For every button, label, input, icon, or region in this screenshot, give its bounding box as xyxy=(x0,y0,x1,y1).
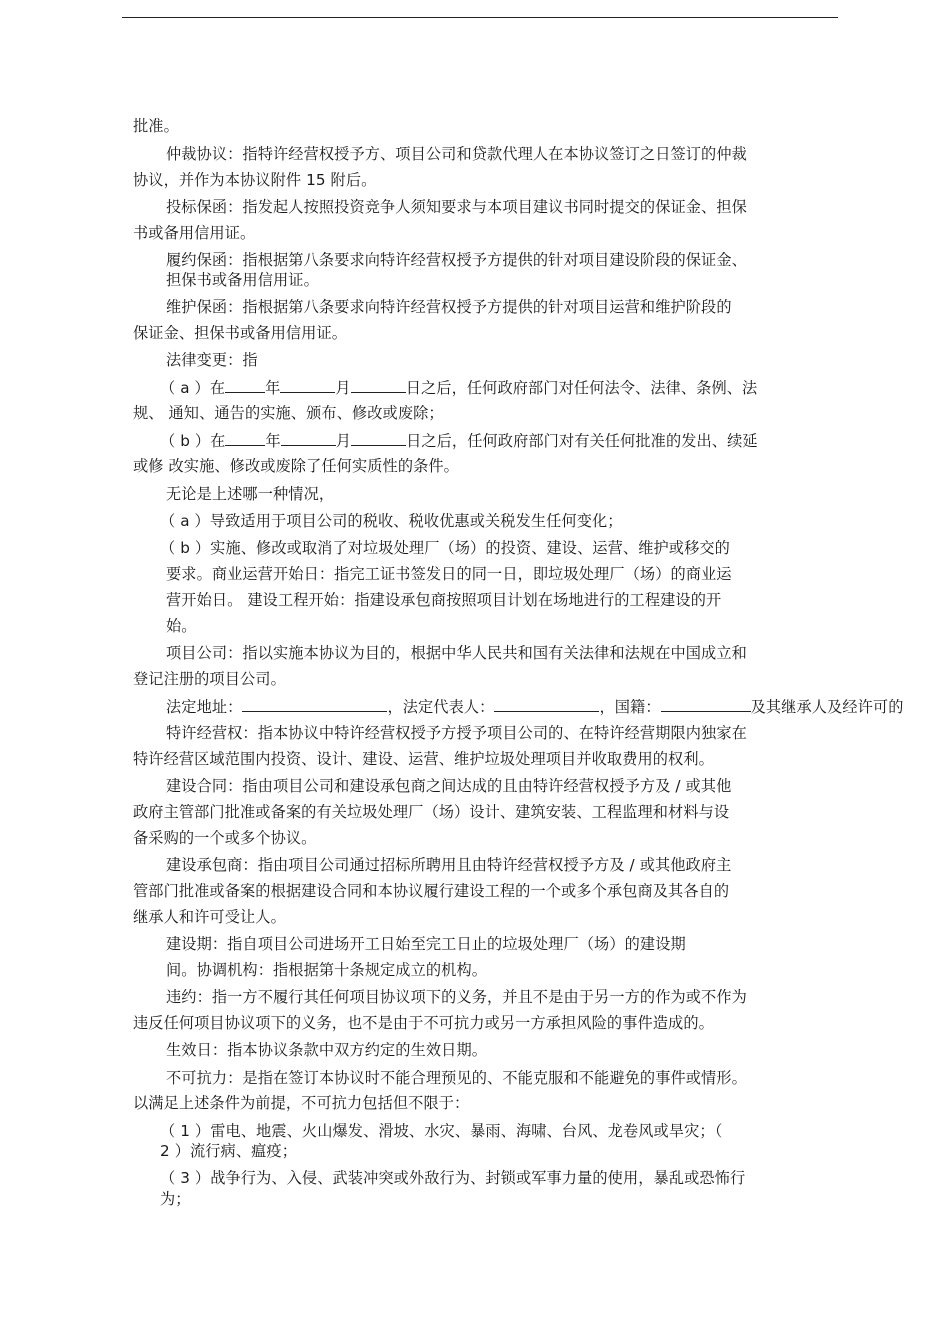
text-line: 营开始日。 建设工程开始：指建设承包商按照项目计划在场地进行的工程建设的开 xyxy=(166,591,722,609)
nationality-label: ，国籍： xyxy=(599,698,661,716)
text-line: 无论是上述哪一种情况， xyxy=(166,485,335,503)
text-line: 仲裁协议：指特许经营权授予方、项目公司和贷款代理人在本协议签订之日签订的仲裁 xyxy=(166,145,747,163)
text-line: 或修 改实施、修改或废除了任何实质性的条件。 xyxy=(133,457,459,475)
text-line: 管部门批准或备案的根据建设合同和本协议履行建设工程的一个或多个承包商及其各自的 xyxy=(133,882,730,900)
text-line: 违反任何项目协议项下的义务，也不是由于不可抗力或另一方承担风险的事件造成的。 xyxy=(133,1014,714,1032)
text-line: （ 1 ）雷电、地震、火山爆发、滑坡、水灾、暴雨、海啸、台风、龙卷风或旱灾；（ xyxy=(160,1122,723,1140)
law-change-b-suffix: 日之后，任何政府部门对有关任何批准的发出、续延 xyxy=(406,432,758,450)
text-line: 要求。商业运营开始日：指完工证书签发日的同一日，即垃圾处理厂（场）的商业运 xyxy=(166,565,732,583)
text-line: 建设合同：指由项目公司和建设承包商之间达成的且由特许经营权授予方及 / 或其他 xyxy=(166,777,732,795)
text-line: 保证金、担保书或备用信用证。 xyxy=(133,324,348,342)
text-line: （ 3 ）战争行为、入侵、武装冲突或外敌行为、封锁或军事力量的使用，暴乱或恐怖行 xyxy=(160,1169,746,1187)
legal-representative-label: ，法定代表人： xyxy=(387,698,495,716)
year-blank xyxy=(225,430,265,446)
text-line: 维护保函：指根据第八条要求向特许经营权授予方提供的针对项目运营和维护阶段的 xyxy=(166,298,732,316)
text-line: 生效日：指本协议条款中双方约定的生效日期。 xyxy=(166,1041,488,1059)
text-line: 项目公司：指以实施本协议为目的，根据中华人民共和国有关法律和法规在中国成立和 xyxy=(166,644,747,662)
law-change-a-year: 年 xyxy=(265,379,281,397)
text-line: 始。 xyxy=(166,617,197,635)
law-change-b-prefix: （ b ）在 xyxy=(160,432,226,450)
law-change-a-line xyxy=(160,377,757,398)
text-line: 协议，并作为本协议附件 15 附后。 xyxy=(133,171,377,189)
year-blank xyxy=(225,377,265,393)
text-line: 为； xyxy=(160,1190,191,1208)
month-blank xyxy=(280,377,335,393)
text-line: 违约：指一方不履行其任何项目协议项下的义务，并且不是由于另一方的作为或不作为 xyxy=(166,988,747,1006)
text-line: 备采购的一个或多个协议。 xyxy=(133,829,317,847)
header-rule xyxy=(122,17,838,18)
law-change-a-prefix: （ a ）在 xyxy=(160,379,226,397)
text-line: 投标保函：指发起人按照投资竞争人须知要求与本项目建议书同时提交的保证金、担保 xyxy=(166,198,747,216)
text-line: 建设承包商：指由项目公司通过招标所聘用且由特许经营权授予方及 / 或其他政府主 xyxy=(166,856,732,874)
text-line: 规、 通知、通告的实施、颁布、修改或废除； xyxy=(133,404,444,422)
month-blank xyxy=(281,430,336,446)
law-change-b-month: 月 xyxy=(335,432,352,450)
text-line: 法律变更：指 xyxy=(166,351,258,369)
text-line: 政府主管部门批准或备案的有关垃圾处理厂（场）设计、建筑安装、工程监理和材料与设 xyxy=(133,803,730,821)
text-line: 建设期：指自项目公司进场开工日始至完工日止的垃圾处理厂（场）的建设期 xyxy=(166,935,686,953)
text-line: （ a ）导致适用于项目公司的税收、税收优惠或关税发生任何变化； xyxy=(160,512,623,530)
legal-address-label: 法定地址： xyxy=(166,698,243,716)
text-line: 2 ）流行病、瘟疫； xyxy=(160,1142,297,1160)
law-change-a-month: 月 xyxy=(335,379,351,397)
text-line: 间。协调机构：指根据第十条规定成立的机构。 xyxy=(166,961,488,979)
address-tail: 及其继承人及经许可的 xyxy=(750,698,904,716)
nationality-blank xyxy=(661,696,751,712)
law-change-a-suffix: 日之后，任何政府部门对任何法令、法律、条例、法 xyxy=(405,379,758,397)
text-line: 批准。 xyxy=(133,117,179,135)
text-line: （ b ）实施、修改或取消了对垃圾处理厂（场）的投资、建设、运营、维护或移交的 xyxy=(160,539,730,557)
law-change-b-year: 年 xyxy=(265,432,281,450)
text-line: 不可抗力：是指在签订本协议时不能合理预见的、不能克服和不能避免的事件或情形。 xyxy=(166,1069,747,1087)
representative-blank xyxy=(494,696,599,712)
day-blank xyxy=(351,430,406,446)
text-line: 以满足上述条件为前提，不可抗力包括但不限于： xyxy=(133,1094,470,1112)
text-line: 书或备用信用证。 xyxy=(133,224,256,242)
text-line: 担保书或备用信用证。 xyxy=(166,271,319,289)
text-line: 特许经营区域范围内投资、设计、建设、运营、维护垃圾处理项目并收取费用的权利。 xyxy=(133,750,714,768)
text-line: 特许经营权：指本协议中特许经营权授予方授予项目公司的、在特许经营期限内独家在 xyxy=(166,724,747,742)
address-blank xyxy=(242,696,387,712)
law-change-b-line xyxy=(160,430,758,451)
text-line: 登记注册的项目公司。 xyxy=(133,670,286,688)
text-line: 履约保函：指根据第八条要求向特许经营权授予方提供的针对项目建设阶段的保证金、 xyxy=(166,251,747,269)
legal-address-line xyxy=(166,696,903,717)
day-blank xyxy=(351,377,406,393)
text-line: 继承人和许可受让人。 xyxy=(133,908,286,926)
